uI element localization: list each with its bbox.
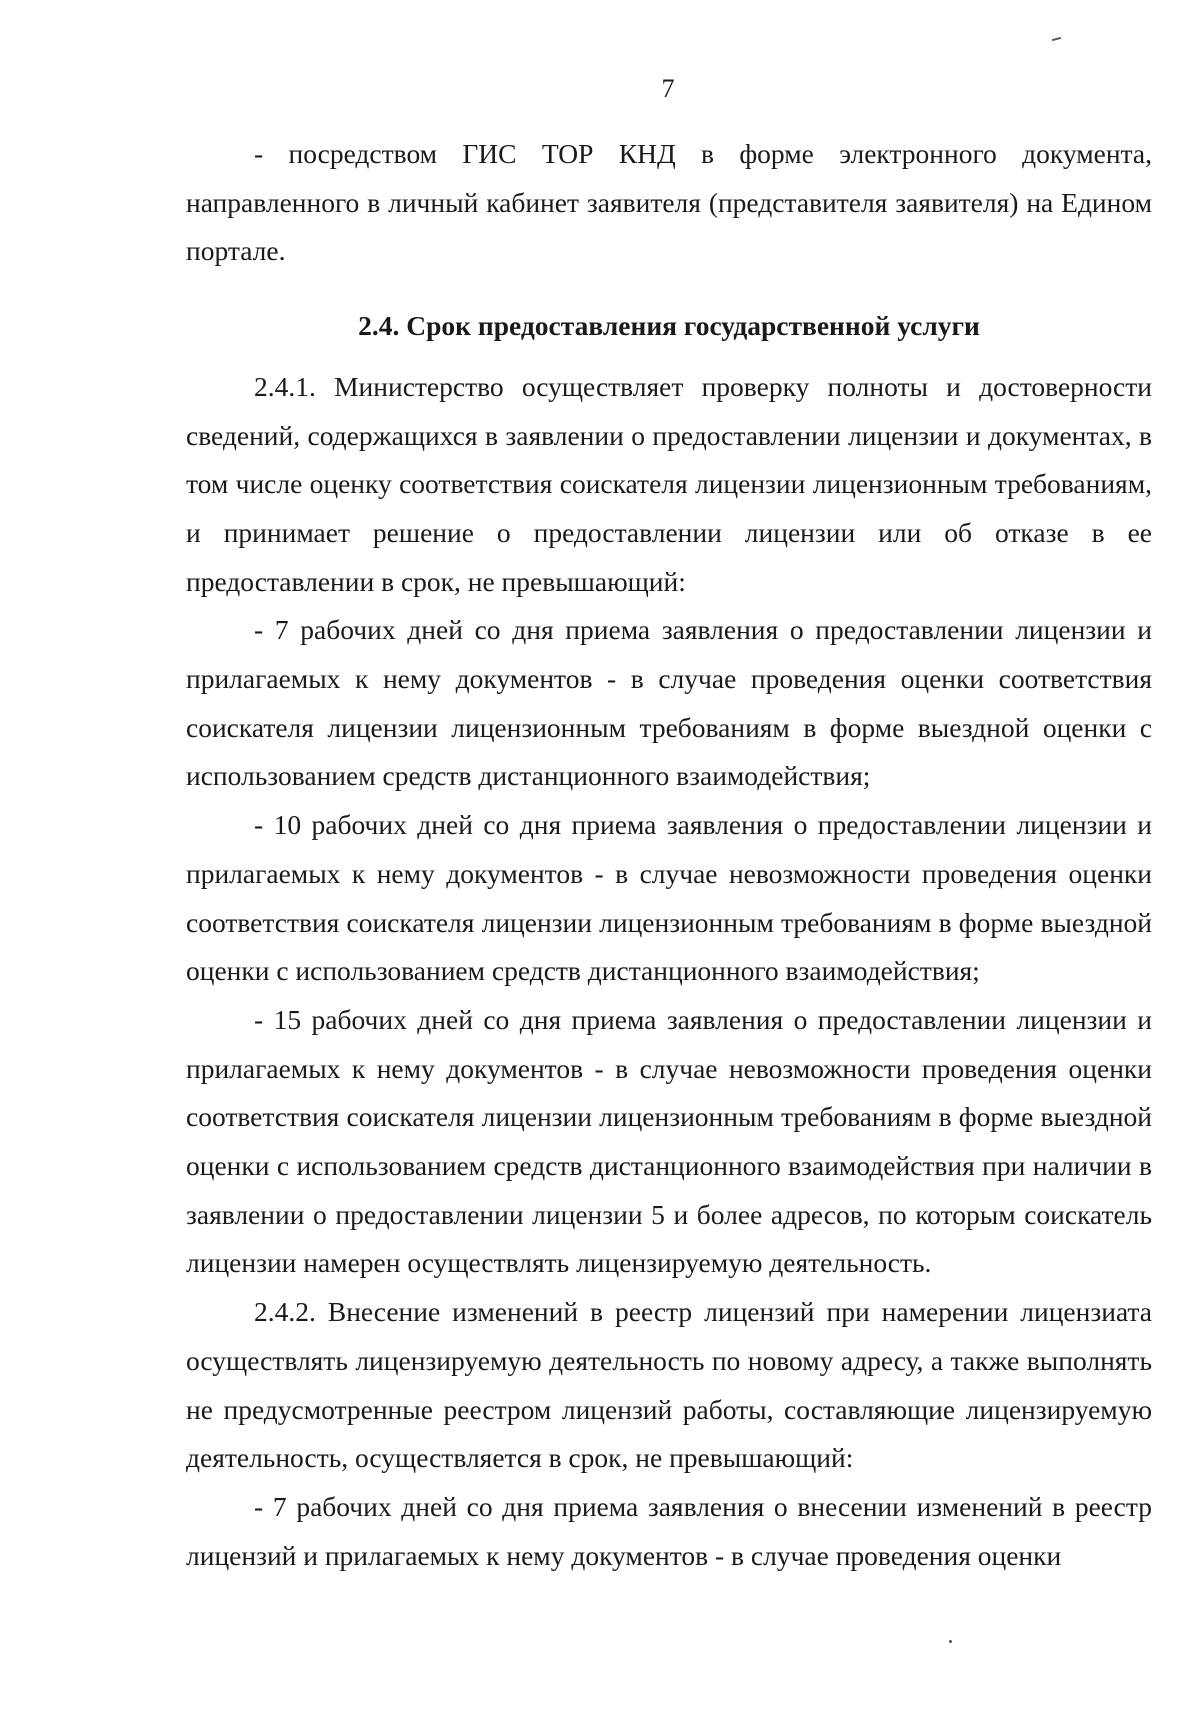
paragraph-15-days: - 15 рабочих дней со дня приема заявления о предоставлении лицензии и прилагаемых к нему документов - в случае невозможности проведения оценки соответствия соискателя лицензии лицензионным требованиям в форме выездной оценки с использованием средств дистанционного взаимодействия при наличии в заявлении о предоставлении лицензии 5 и более адресов, по которым соискатель лицензии намерен осуществлять лицензируемую деятельность.	[186, 1003, 1152, 1279]
paragraph-7-days-registry: - 7 рабочих дней со дня приема заявления о внесении изменений в реестр лицензий и прилагаемых к нему документов - в случае проведения оценки	[186, 1490, 1152, 1571]
scan-mark-bottom	[949, 1640, 952, 1643]
paragraph-2-4-2: 2.4.2. Внесение изменений в реестр лицензий при намерении лицензиата осуществлять лицензируемую деятельность по новому адресу, а также выполнять не предусмотренные реестром лицензий работы, составляющие лицензируемую деятельность, осуществляется в срок, не превышающий:	[186, 1296, 1152, 1474]
document-body	[186, 130, 1152, 1580]
section-heading: 2.4. Срок предоставления государственной услуги	[358, 310, 980, 342]
paragraph-2-4-1: 2.4.1. Министерство осуществляет проверку полноты и достоверности сведений, содержащихся в заявлении о предоставлении лицензии и документах, в том числе оценку соответствия соискателя лицензии лицензионным требованиям, и принимает решение о предоставлении лицензии или об отказе в ее предоставлении в срок, не превышающий:	[186, 370, 1152, 597]
intro-paragraph: - посредством ГИС ТОР КНД в форме электронного документа, направленного в личный кабинет заявителя (представителя заявителя) на Едином портале.	[186, 138, 1152, 267]
paragraph-7-days: - 7 рабочих дней со дня приема заявления о предоставлении лицензии и прилагаемых к нему документов - в случае проведения оценки соответствия соискателя лицензии лицензионным требованиям в форме выездной оценки с использованием средств дистанционного взаимодействия;	[186, 614, 1152, 792]
scan-mark-top-right	[1052, 37, 1061, 41]
page-number: 7	[661, 74, 675, 103]
paragraph-10-days: - 10 рабочих дней со дня приема заявления о предоставлении лицензии и прилагаемых к нему документов - в случае невозможности проведения оценки соответствия соискателя лицензии лицензионным требованиям в форме выездной оценки с использованием средств дистанционного взаимодействия;	[186, 809, 1152, 987]
